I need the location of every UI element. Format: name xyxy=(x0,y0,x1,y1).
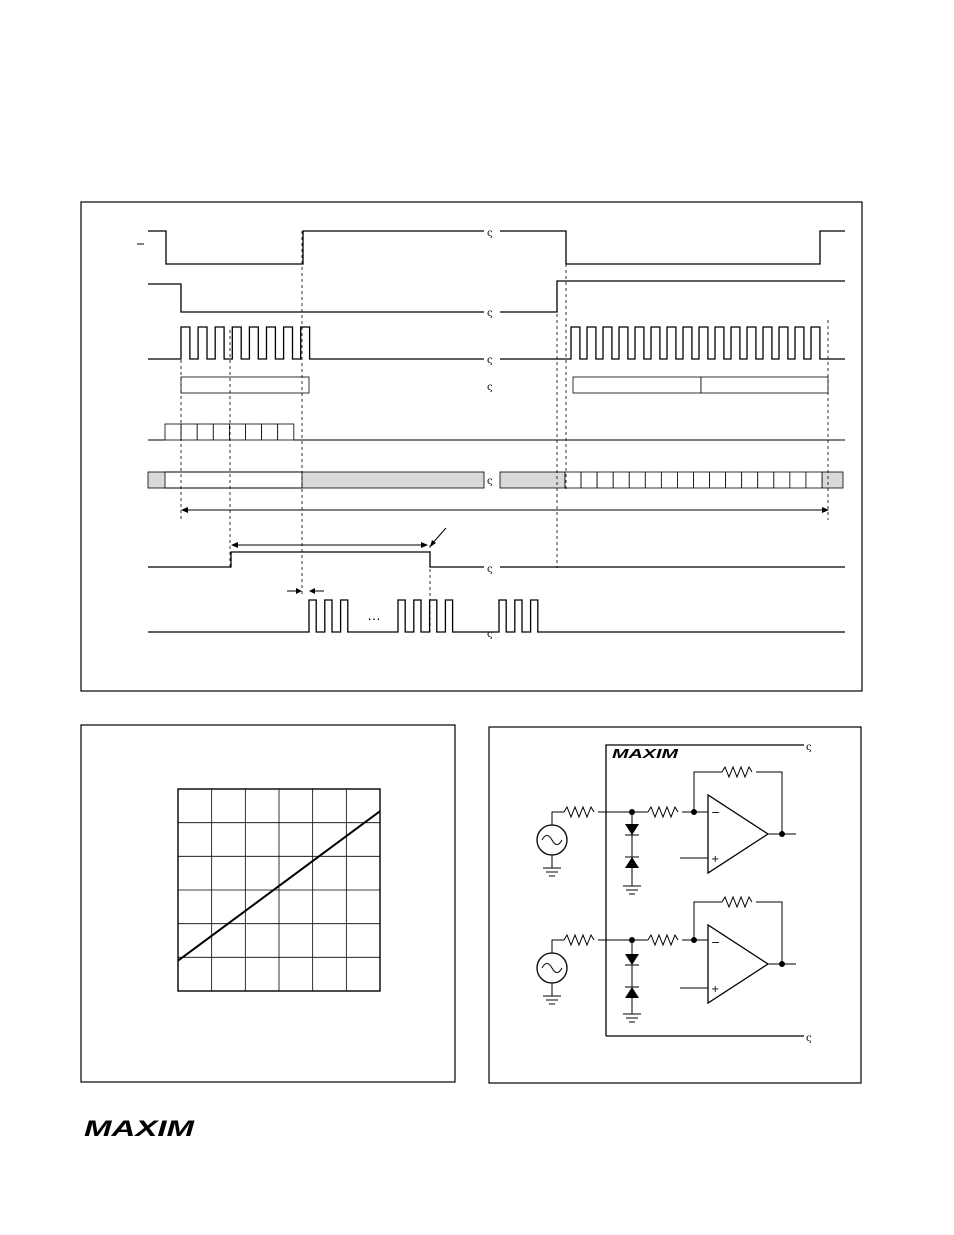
bus-bit-cell xyxy=(629,472,645,488)
ic-maxim-logo: MAXIM xyxy=(612,746,680,761)
bit-cell xyxy=(197,424,213,440)
break-mark-row-6: ς xyxy=(487,476,493,487)
bus-bit-cell xyxy=(758,472,774,488)
bit-cell xyxy=(229,424,245,440)
resistor-feedback-1-icon xyxy=(722,767,752,777)
signal-row-7 xyxy=(148,552,845,567)
bit-cell xyxy=(181,424,197,440)
ic-break-mark-top: ς xyxy=(806,742,812,753)
bus-shade-mid xyxy=(302,472,484,488)
bus-shade-end xyxy=(822,472,843,488)
bus-shade-start xyxy=(148,472,165,488)
bit-cell xyxy=(278,424,294,440)
signal-row-1 xyxy=(148,231,845,264)
circuit-channel-1 xyxy=(537,767,796,894)
bus-bit-cell xyxy=(806,472,822,488)
break-mark-row-4: ς xyxy=(487,382,493,393)
bit-cell xyxy=(246,424,262,440)
long-arrow-left-head xyxy=(181,507,188,513)
bus-bit-cell xyxy=(645,472,661,488)
signal-row-2 xyxy=(148,281,845,312)
ground-source-2-icon xyxy=(543,983,561,1004)
bit-cells-row-6 xyxy=(565,472,822,488)
source-1-top-wire xyxy=(552,812,564,825)
bit-cells-row-5 xyxy=(165,424,294,440)
feedback-1-right-wire xyxy=(756,772,782,834)
opamp-2-minus: − xyxy=(711,936,721,949)
bus-bit-cell xyxy=(710,472,726,488)
bus-bit-cell xyxy=(677,472,693,488)
break-mark-row-2: ς xyxy=(487,308,493,319)
resistor-input-2-icon xyxy=(564,935,594,945)
diode-1b-icon xyxy=(625,857,639,868)
bus-bit-cell xyxy=(661,472,677,488)
bit-cell xyxy=(213,424,229,440)
mid-arrow-right-head xyxy=(421,542,428,548)
footer-maxim-logo: MAXIM xyxy=(84,1116,196,1141)
bus-bit-cell xyxy=(774,472,790,488)
opamp-2-plus: + xyxy=(711,984,720,995)
circuit-panel xyxy=(489,727,861,1083)
resistor-series-2-icon xyxy=(648,935,678,945)
ic-break-mark-bottom: ς xyxy=(806,1033,812,1044)
resistor-input-1-icon xyxy=(564,807,594,817)
circuit-channel-2 xyxy=(537,897,796,1022)
bit-cell xyxy=(262,424,278,440)
opamp-1-plus: + xyxy=(711,854,720,865)
pulse-train-row-8 xyxy=(148,600,845,632)
mid-arrow-left-head xyxy=(231,542,238,548)
diode-2b-icon xyxy=(625,987,639,998)
break-mark-row-3: ς xyxy=(487,355,493,366)
pulse-ellipsis: … xyxy=(367,607,381,623)
timing-diagram xyxy=(81,202,862,691)
bus-bit-cell xyxy=(726,472,742,488)
setup-arrow-left-head xyxy=(296,588,302,594)
ground-diode-2-icon xyxy=(623,1014,641,1022)
bus-bit-cell xyxy=(790,472,806,488)
break-mark-row-8: ς xyxy=(487,629,493,640)
chart-frame xyxy=(81,725,455,1082)
source-2-top-wire xyxy=(552,940,564,953)
break-mark-row-7: ς xyxy=(487,564,493,575)
break-mark-row-1: ς xyxy=(487,228,493,239)
bus-bit-cell xyxy=(597,472,613,488)
data-box-3 xyxy=(701,377,828,393)
timing-diagram-frame xyxy=(81,202,862,691)
clock-row-3 xyxy=(148,327,845,359)
bus-shade-after-break xyxy=(500,472,565,488)
ground-source-1-icon xyxy=(543,855,561,876)
feedback-2-right-wire xyxy=(756,902,782,964)
resistor-series-1-icon xyxy=(648,807,678,817)
bus-bit-cell xyxy=(742,472,758,488)
bus-bit-cell xyxy=(565,472,581,488)
diode-1a-icon xyxy=(625,824,639,835)
data-box-2 xyxy=(573,377,701,393)
chart-panel xyxy=(81,725,455,1082)
bus-bit-cell xyxy=(581,472,597,488)
bus-bit-cell xyxy=(613,472,629,488)
resistor-feedback-2-icon xyxy=(722,897,752,907)
circuit-frame xyxy=(489,727,861,1083)
diode-2a-icon xyxy=(625,954,639,965)
data-box-1 xyxy=(181,377,309,393)
ground-diode-1-icon xyxy=(623,886,641,894)
chart-grid xyxy=(178,789,380,991)
bus-bit-cell xyxy=(694,472,710,488)
setup-arrow-right-head xyxy=(309,588,315,594)
opamp-1-minus: − xyxy=(711,806,721,819)
bit-cell xyxy=(165,424,181,440)
